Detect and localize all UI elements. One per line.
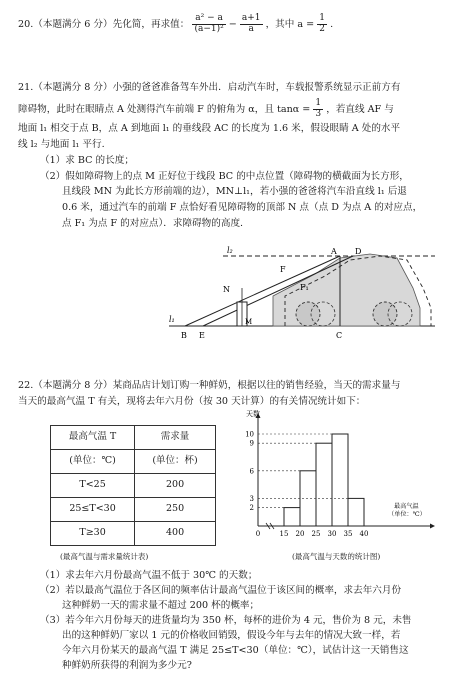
- label-F: F: [280, 265, 286, 274]
- table-header-row-1: [51, 426, 216, 450]
- y-tick-label: 9: [249, 439, 254, 448]
- chart-caption: (最高气温与天数的统计图): [292, 552, 381, 561]
- q20-frac3-denominator: 2: [319, 23, 326, 34]
- q21-line-1: 21.（本题满分 8 分）小强的爸爸准备驾车外出．启动汽车时，车载报警系统显示正前方有: [18, 82, 401, 93]
- q22-sub-3-line-1: （3）若今年六月份每天的进货量均为 350 杯，每杯的进价为 4 元，售价为 8 元，未售: [40, 614, 412, 626]
- label-A: A: [331, 247, 337, 256]
- q22-sub-3-line-4: 种鲜奶所获得的利润为多少元?: [62, 659, 192, 671]
- q22-sub-3-line-3: 今年六月份某天的最高气温 T 满足 25≤T<30（单位：℃），试估计这一天销售这: [62, 644, 409, 656]
- temperature-days-histogram: [222, 410, 442, 548]
- q22-intro: [18, 380, 442, 409]
- label-E: E: [199, 331, 205, 340]
- label-l1: l₁: [169, 315, 175, 324]
- q21-tan-denominator: 3: [315, 108, 322, 119]
- q20-frac2-denominator: a: [248, 23, 254, 34]
- table-cell: 25≤T<30: [51, 498, 135, 522]
- x-axis-label-unit: （单位：℃）: [388, 511, 426, 518]
- x-axis-arrow: [430, 524, 435, 529]
- q20-fraction-1: [192, 14, 225, 35]
- q20-frac2-numerator: a+1: [241, 13, 261, 23]
- histogram-bar: [348, 498, 364, 526]
- q20-frac1-denominator: (a−1)²: [194, 23, 224, 34]
- q21-sub-2-line-3: 0.6 米，通过汽车的前端 F 点恰好看见障碍物的顶部 N 点（点 D 为点 A 的对应点，: [62, 202, 423, 214]
- histogram-bar: [284, 508, 300, 526]
- temperature-demand-table: [50, 425, 216, 546]
- q22-sub-2-line-2: 这种鲜奶一天的需求量不超过 200 杯的概率；: [62, 599, 260, 611]
- q20-minus: −: [228, 18, 237, 30]
- q21-line-4: 线 l₂ 与地面 l₁ 平行.: [18, 138, 105, 150]
- q21-line-2a: 障碍物，此时在眼睛点 A 处测得汽车前端 F 的俯角为 α，且 tanα =: [18, 103, 314, 115]
- label-F1: F₁: [300, 283, 309, 292]
- label-N: N: [223, 285, 230, 294]
- q20-line: [18, 14, 442, 35]
- q21-sub-2-line-1: （2）假如障碍物上的点 M 正好位于线段 BC 的中点位置（障碍物的横截面为长方形，: [40, 170, 409, 182]
- q22-questions: [18, 570, 442, 673]
- table-header-temp-unit: (单位：℃): [51, 450, 135, 474]
- q22-line-1: 22.（本题满分 8 分）某商品店计划订购一种鲜奶，根据以往的销售经验，当天的需求量与: [18, 380, 401, 391]
- y-tick-label: 10: [245, 430, 254, 439]
- label-B: B: [181, 331, 187, 340]
- q22-sub-3-line-2: 出的这种鲜奶厂家以 1 元的价格收回销毁，假设今年与去年的情况大致一样，若: [62, 629, 401, 641]
- table-header-row-2: [51, 450, 216, 474]
- x-tick-label: 20: [295, 530, 305, 538]
- x-tick-label: 35: [343, 530, 353, 538]
- x-tick-label: 25: [311, 530, 321, 538]
- table-cell: 200: [135, 474, 216, 498]
- q21-car-figure: [165, 244, 440, 348]
- q21-line-2b: ，若直线 AF 与: [326, 103, 394, 115]
- table-cell: 250: [135, 498, 216, 522]
- label-l2: l₂: [227, 246, 233, 255]
- q22-sub-2-line-1: （2）若以最高气温位于各区间的频率估计最高气温位于该区间的概率，求去年六月份: [40, 584, 402, 596]
- table-cell: T<25: [51, 474, 135, 498]
- q21-line-3: 地面 l₁ 相交于点 B，点 A 到地面 l₁ 的垂线段 AC 的长度为 1.6 米，假设眼睛 A 处的水平: [18, 122, 401, 134]
- q20-frac3-numerator: 1: [319, 13, 326, 23]
- histogram-bar: [316, 443, 332, 526]
- label-D: D: [355, 247, 362, 256]
- wheel-front: [296, 302, 320, 326]
- table-cell: 400: [135, 522, 216, 546]
- label-M: M: [245, 318, 253, 326]
- q21-tan-numerator: 1: [315, 97, 322, 108]
- table-header-demand: 需求量: [135, 426, 216, 450]
- y-axis-label: 天数: [246, 410, 260, 418]
- y-tick-label: 2: [249, 504, 254, 513]
- table-header-demand-unit: (单位：杯): [135, 450, 216, 474]
- histogram-bar: [332, 434, 348, 526]
- q20-period: .: [330, 18, 334, 30]
- q21-tan-fraction: [313, 99, 323, 120]
- q20-frac1-numerator: a² − a: [192, 14, 225, 25]
- table-caption: (最高气温与需求量统计表): [60, 552, 149, 561]
- q20-prompt: 20.（本题满分 6 分）先化简，再求值：: [18, 18, 190, 30]
- x-tick-label: 40: [359, 530, 369, 538]
- histogram-bars: [284, 434, 364, 526]
- q21-sub-2-line-4: 点 F₁ 为点 F 的对应点）．求障碍物的高度.: [62, 218, 244, 230]
- wheel-rear: [373, 302, 397, 326]
- x-axis-label: 最高气温: [394, 503, 419, 510]
- label-C: C: [336, 331, 343, 340]
- table-row: [51, 522, 216, 546]
- x-tick-label: 30: [327, 530, 337, 538]
- q21-line-2: [18, 99, 442, 120]
- table-row: [51, 474, 216, 498]
- y-tick-label: 6: [249, 467, 254, 476]
- table-header-temp: 最高气温 T: [51, 426, 135, 450]
- q22-sub-1: （1）求去年六月份最高气温不低于 30℃ 的天数；: [40, 570, 258, 581]
- q22-line-2: 当天的最高气温 T 有关，现将去年六月份（按 30 天计算）的有关情况统计如下：: [18, 395, 366, 407]
- q20-fraction-2: [240, 14, 263, 35]
- q21-sub-1: （1）求 BC 的长度；: [40, 154, 134, 166]
- x-tick-label: 0: [255, 530, 261, 538]
- q21-sub-2-line-2: 且线段 MN 为此长方形前端的边），MN⊥l₁，若小强的爸爸将汽车沿直线 l₁ 后退: [62, 186, 407, 198]
- x-tick-label: 15: [279, 530, 289, 538]
- table-cell: T≥30: [51, 522, 135, 546]
- q20-condition: ，其中 a =: [265, 18, 318, 30]
- y-tick-label: 3: [249, 494, 254, 503]
- q20-fraction-3: [317, 14, 327, 35]
- table-row: [51, 498, 216, 522]
- car-body: [273, 254, 420, 326]
- q21-text: [18, 82, 442, 231]
